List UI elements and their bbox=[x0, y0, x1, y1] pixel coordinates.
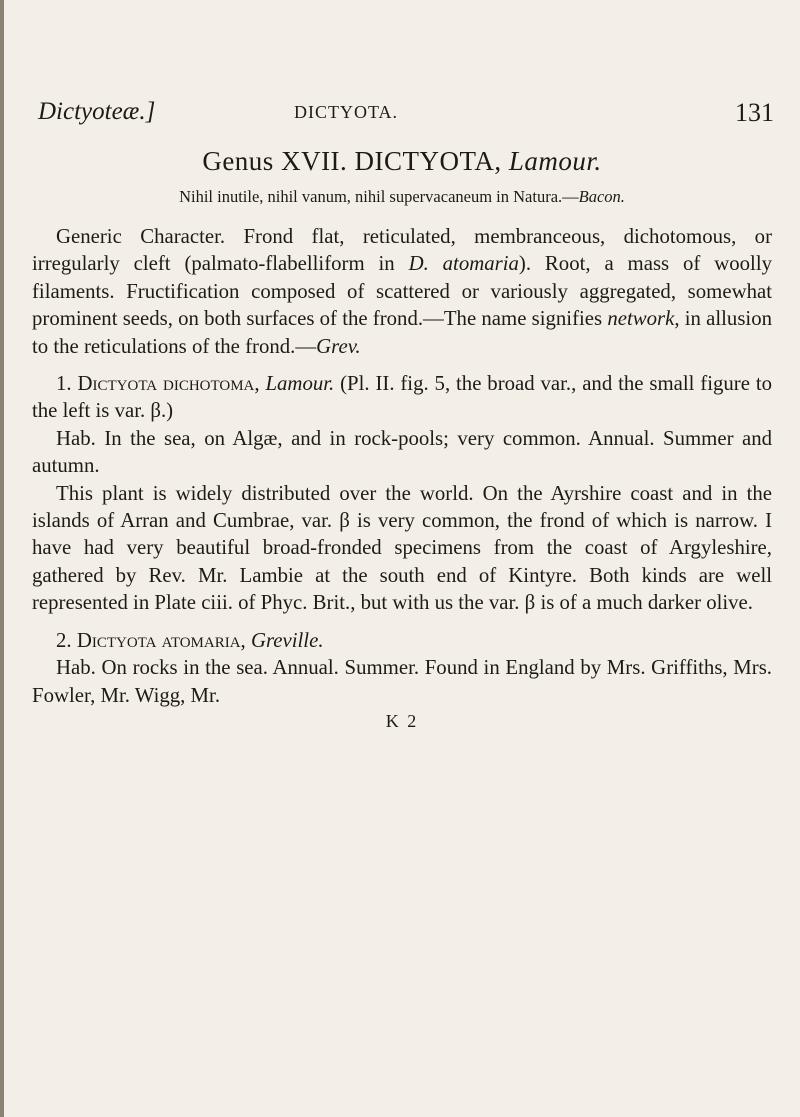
species-1-heading bbox=[32, 370, 772, 425]
species-1-description: This plant is widely distributed over the world. On the Ayrshire coast and in the islands of Arran and Cumbrae, var. β is very common, the frond of which is narrow. I have had very beautiful broad-fronded specimens from the coast of Argyleshire, gathered by Rev. Mr. Lambie at the south end of Kintyre. Both kinds are well represented in Plate ciii. of Phyc. Brit., but with us the var. β is of a much darker olive. bbox=[32, 481, 772, 615]
generic-character-paragraph bbox=[32, 223, 772, 360]
epigraph-authority: Bacon. bbox=[578, 187, 625, 206]
generic-character-text-3: , in allusion to the reticulations of the frond.— bbox=[32, 307, 772, 358]
genus-label: Genus XVII. DICTYOTA, bbox=[202, 146, 502, 176]
running-head bbox=[32, 84, 774, 127]
species-1-plate-note: (Pl. II. fig. 5, the broad var., and the small figure to the left is var. β.) bbox=[32, 372, 773, 423]
species-2-authority: Greville. bbox=[250, 628, 324, 652]
signature-mark: K 2 bbox=[385, 710, 419, 731]
species-1-authority: Lamour. bbox=[265, 372, 335, 396]
generic-character-text-2: ). Root, a mass of woolly filaments. Fructification composed of scattered or variously aggregated, somewhat prominent seeds, on both surfaces of the frond.—The name signifies bbox=[32, 252, 772, 331]
species-1-number: 1. bbox=[56, 372, 72, 396]
species-2-habitat: Hab. On rocks in the sea. Annual. Summer. Found in England by Mrs. Griffiths, Mrs. Fowler, Mr. Wigg, Mr. bbox=[32, 656, 772, 707]
genus-authority: Lamour. bbox=[508, 146, 602, 176]
generic-character-text-1: Generic Character. Frond flat, reticulated, membranceous, dichotomous, or irregularly cleft (palmato-flabelliform in bbox=[32, 225, 772, 276]
generic-character-authority: Grev. bbox=[316, 334, 361, 358]
generic-character-species-ref: D. atomaria bbox=[408, 252, 519, 276]
genus-heading bbox=[32, 146, 772, 177]
book-page bbox=[32, 84, 772, 732]
running-head-section: Dictyoteæ.] bbox=[38, 98, 156, 125]
generic-character-term: network bbox=[607, 307, 675, 331]
epigraph bbox=[32, 187, 772, 207]
species-2-heading bbox=[32, 627, 772, 654]
species-2-name: Dictyota atomaria, bbox=[76, 628, 246, 652]
species-1-habitat: Hab. In the sea, on Algæ, and in rock-pools; very common. Annual. Summer and autumn. bbox=[32, 426, 772, 478]
running-head-title: DICTYOTA. bbox=[294, 102, 399, 122]
page-number: 131 bbox=[735, 98, 774, 127]
epigraph-text: Nihil inutile, nihil vanum, nihil supervacaneum in Natura.— bbox=[179, 187, 579, 206]
species-1-name: Dictyota dichotoma, bbox=[77, 372, 260, 396]
page-binding-edge bbox=[0, 0, 4, 1117]
species-2-number: 2. bbox=[56, 628, 72, 652]
